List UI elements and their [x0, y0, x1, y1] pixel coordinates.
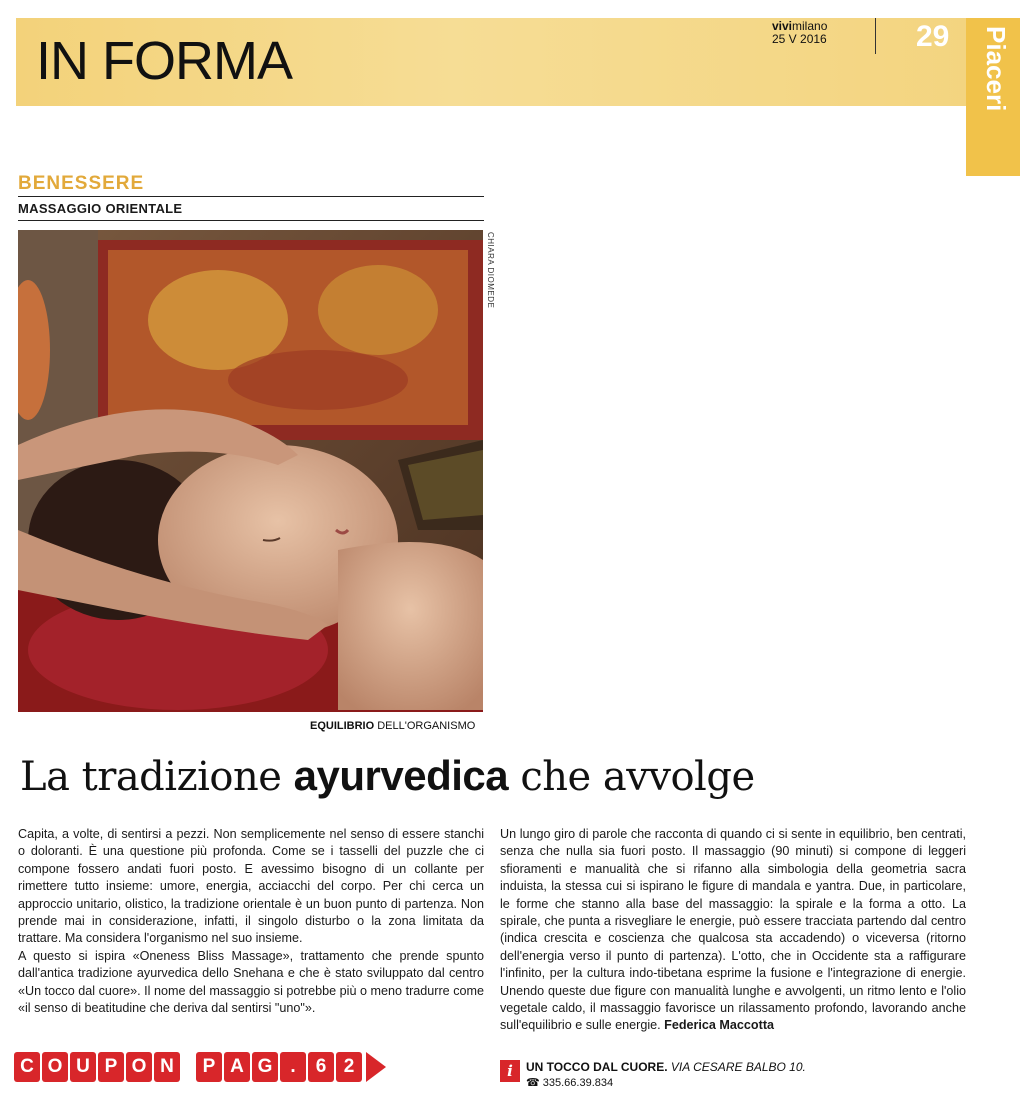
caption-bold: EQUILIBRIO: [310, 720, 375, 732]
body-paragraph-text: Un lungo giro di parole che racconta di quando ci si sente in equilibrio, ben centrati, senza che nulla sia fuori posto. Il massaggio (90 minuti) si compone di leggeri sfioramenti e manualità che si rifanno alla simbologia della geometria sacra induista, la stessa cui si ispirano le figure di mandala e yantra. Due, in particolare, le forme che stanno alla base del massaggio: la spirale e la forma a otto. La spirale, che punta a risvegliare le energie, può essere tracciata partendo dal centro (indica crescita e coscienza che qualcosa sta accadendo) o viceversa (ritorno dell'energia verso il punto di partenza). L'otto, che in Occidente sta a raffigurare l'infinito, per la cultura indo-tibetana esprime la fusione e l'integrazione di energie. Unendo queste due figure con manualità lunghe e avvolgenti, un ritmo lento e l'olio vegetale caldo, il massaggio favorisce un rilassamento profondo, lavorando anche sull'equilibrio e sulle energie.: [500, 827, 966, 1033]
body-column-2: [500, 826, 966, 1035]
section-tab: [966, 18, 1020, 176]
header-divider: [875, 18, 876, 54]
arrow-right-icon: [366, 1052, 386, 1082]
article-photo: [18, 230, 483, 712]
subkicker-rule: [18, 220, 484, 221]
phone-line: [526, 1076, 613, 1089]
headline: [20, 752, 1000, 800]
body-paragraph: A questo si ispira «Oneness Bliss Massage», trattamento che prende spunto dall'antica tradizione ayurvedica dello Snehana e che è stato sviluppato dal centro «Un tocco dal cuore». Il nome del massaggio si potrebbe più o meno tradurre come «il senso di beatitudine che deriva dal sentirsi "uno"».: [18, 948, 484, 1016]
headline-bold: ayurvedica: [293, 752, 509, 799]
kicker-rule: [18, 196, 484, 197]
header-band: [16, 18, 992, 106]
brand-vivi: vivi: [772, 19, 793, 33]
venue-address: VIA CESARE BALBO 10.: [670, 1060, 806, 1074]
issue-date: 25 V 2016: [772, 32, 827, 46]
venue-line: [526, 1060, 806, 1074]
page-number: 29: [916, 20, 950, 53]
coupon-letter: G: [252, 1052, 278, 1082]
coupon-letter: N: [154, 1052, 180, 1082]
section-tab-label: Piaceri: [981, 26, 1011, 112]
headline-part2: che avvolge: [508, 754, 755, 800]
coupon-letter: P: [98, 1052, 124, 1082]
coupon-banner[interactable]: [14, 1052, 386, 1082]
subkicker: MASSAGGIO ORIENTALE: [18, 201, 183, 216]
venue-name: UN TOCCO DAL CUORE.: [526, 1060, 668, 1074]
body-paragraph: [500, 826, 966, 1035]
phone-number: 335.66.39.834: [542, 1077, 614, 1089]
issue-info: [772, 20, 827, 46]
kicker: BENESSERE: [18, 173, 145, 194]
photo-credit-text: CHIARA DIOMEDE: [486, 232, 495, 309]
phone-icon: ☎: [526, 1077, 540, 1089]
coupon-letter: .: [280, 1052, 306, 1082]
info-icon: i: [500, 1060, 520, 1082]
caption-rest: DELL'ORGANISMO: [374, 720, 476, 732]
coupon-digit: 2: [336, 1052, 362, 1082]
byline: Federica Maccotta: [664, 1018, 775, 1033]
body-paragraph: Capita, a volte, di sentirsi a pezzi. Non semplicemente nel senso di essere stanchi o doloranti. È una questione più profonda. Come se i tasselli del puzzle che ci compone fossero andati fuori posto. E avessimo bisogno di un collante per rimettere tutto insieme: umore, energia, acciacchi del corpo. Per chi cerca un approccio unitario, olistico, la tradizione orientale è un buon punto di partenza. Non prende mai in considerazione, infatti, il singolo disturbo o la zona limitata da trattare. Ma considera l'organismo nel suo insieme.: [18, 827, 484, 946]
coupon-letter: A: [224, 1052, 250, 1082]
coupon-digit: 6: [308, 1052, 334, 1082]
coupon-letter: P: [196, 1052, 222, 1082]
section-title: IN FORMA: [36, 31, 292, 91]
brand-milano: milano: [792, 19, 828, 33]
coupon-letter: U: [70, 1052, 96, 1082]
coupon-letter: O: [126, 1052, 152, 1082]
coupon-letter: O: [42, 1052, 68, 1082]
photo-caption: [310, 720, 475, 732]
body-column-1: [18, 826, 484, 1017]
massage-illustration: [18, 230, 483, 712]
coupon-letter: C: [14, 1052, 40, 1082]
headline-part1: La tradizione: [20, 754, 294, 800]
photo-credit: [485, 232, 497, 312]
